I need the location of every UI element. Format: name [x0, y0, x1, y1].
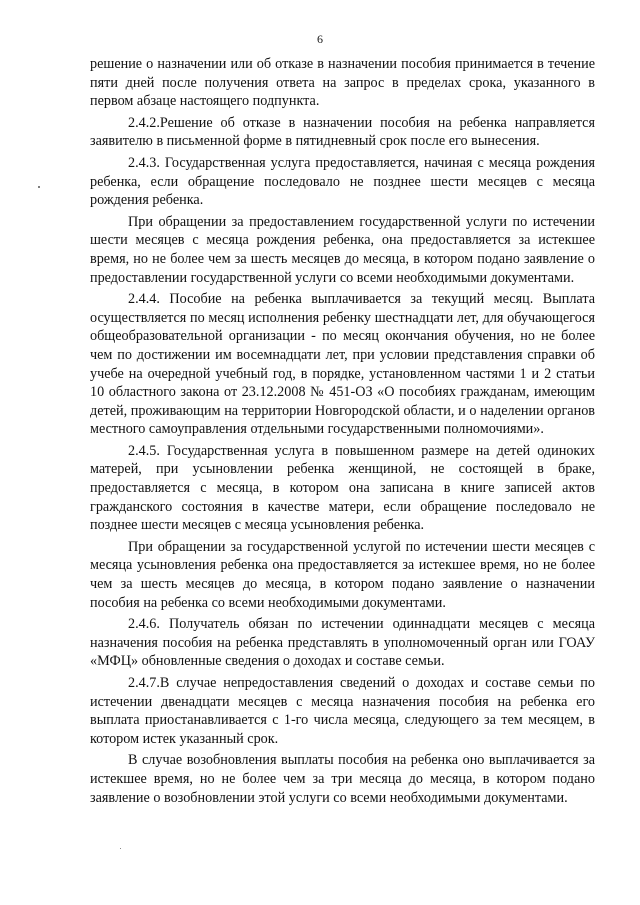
scan-speck: [120, 848, 121, 849]
paragraph-2-4-7: 2.4.7.В случае непредоставления сведений о доходах и составе семьи по истечении двенадцати месяцев с месяца назначения пособия на ребенка его выплата приостанавливается с 1-го числа месяца, следующего за тем месяцем, в котором истек указанный срок.: [90, 675, 595, 747]
paragraph-2-4-4: 2.4.4. Пособие на ребенка выплачивается за текущий месяц. Выплата осуществляется по месяц исполнения ребенку шестнадцати лет, для обучающегося общеобразовательной организации - по месяц окончания обучения, но не более чем по достижении им восемнадцати лет, при условии представления справки об учебе на очередной учебный год, в порядке, установленном частями 1 и 2 статьи 10 областного закона от 23.12.2008 № 451-ОЗ «О пособиях гражданам, имеющим детей, проживающим на территории Новгородской области, и о наделении органов местного самоуправления отдельными государственными полномочиями».: [90, 291, 595, 438]
page-number: 6: [317, 32, 323, 46]
paragraph-2-4-6: 2.4.6. Получатель обязан по истечении одиннадцати месяцев с месяца назначения пособия на ребенка представлять в уполномоченный орган или ГОАУ «МФЦ» обновленные сведения о доходах и составе семьи.: [90, 616, 595, 670]
paragraph-2-4-3: 2.4.3. Государственная услуга предоставляется, начиная с месяца рождения ребенка, если обращение последовало не позднее шести месяцев с месяца рождения ребенка.: [90, 154, 595, 209]
paragraph-2-4-5-late-application: При обращении за государственной услугой по истечении шести месяцев с месяца усыновления ребенка она предоставляется за истекшее время, но не более чем за шесть месяцев до месяца, в котором подано заявление о назначении пособия на ребенка со всеми необходимыми документами.: [90, 538, 595, 611]
paragraph-2-4-3-late-application: При обращении за предоставлением государственной услуги по истечении шести месяцев с месяца рождения ребенка, она предоставляется за истекшее время, но не более чем за шесть месяцев до месяца, в котором подано заявление о предоставлении государственной услуги со всеми необходимыми документами.: [90, 213, 595, 286]
paragraph-2-4-7-resumption: В случае возобновления выплаты пособия на ребенка оно выплачивается за истекшее время, но не более чем за три месяца до месяца, в котором подано заявление о возобновлении этой услуги со всеми необходимыми документами.: [90, 752, 595, 806]
scan-speck: [38, 186, 40, 188]
document-body: [90, 55, 595, 810]
paragraph-continuation: решение о назначении или об отказе в назначении пособия принимается в течение пяти дней после получения ответа на запрос в пределах срока, указанного в первом абзаце настоящего подпункта.: [90, 56, 595, 110]
paragraph-2-4-5: 2.4.5. Государственная услуга в повышенном размере на детей одиноких матерей, при усыновлении ребенка женщиной, не состоящей в браке, предоставляется с месяца, в котором она записана в книге записей актов гражданского состояния в качестве матери, если обращение последовало не позднее шести месяцев с месяца усыновления ребенка.: [90, 442, 595, 534]
paragraph-2-4-2: 2.4.2.Решение об отказе в назначении пособия на ребенка направляется заявителю в письменной форме в пятидневный срок после его вынесения.: [90, 114, 595, 150]
